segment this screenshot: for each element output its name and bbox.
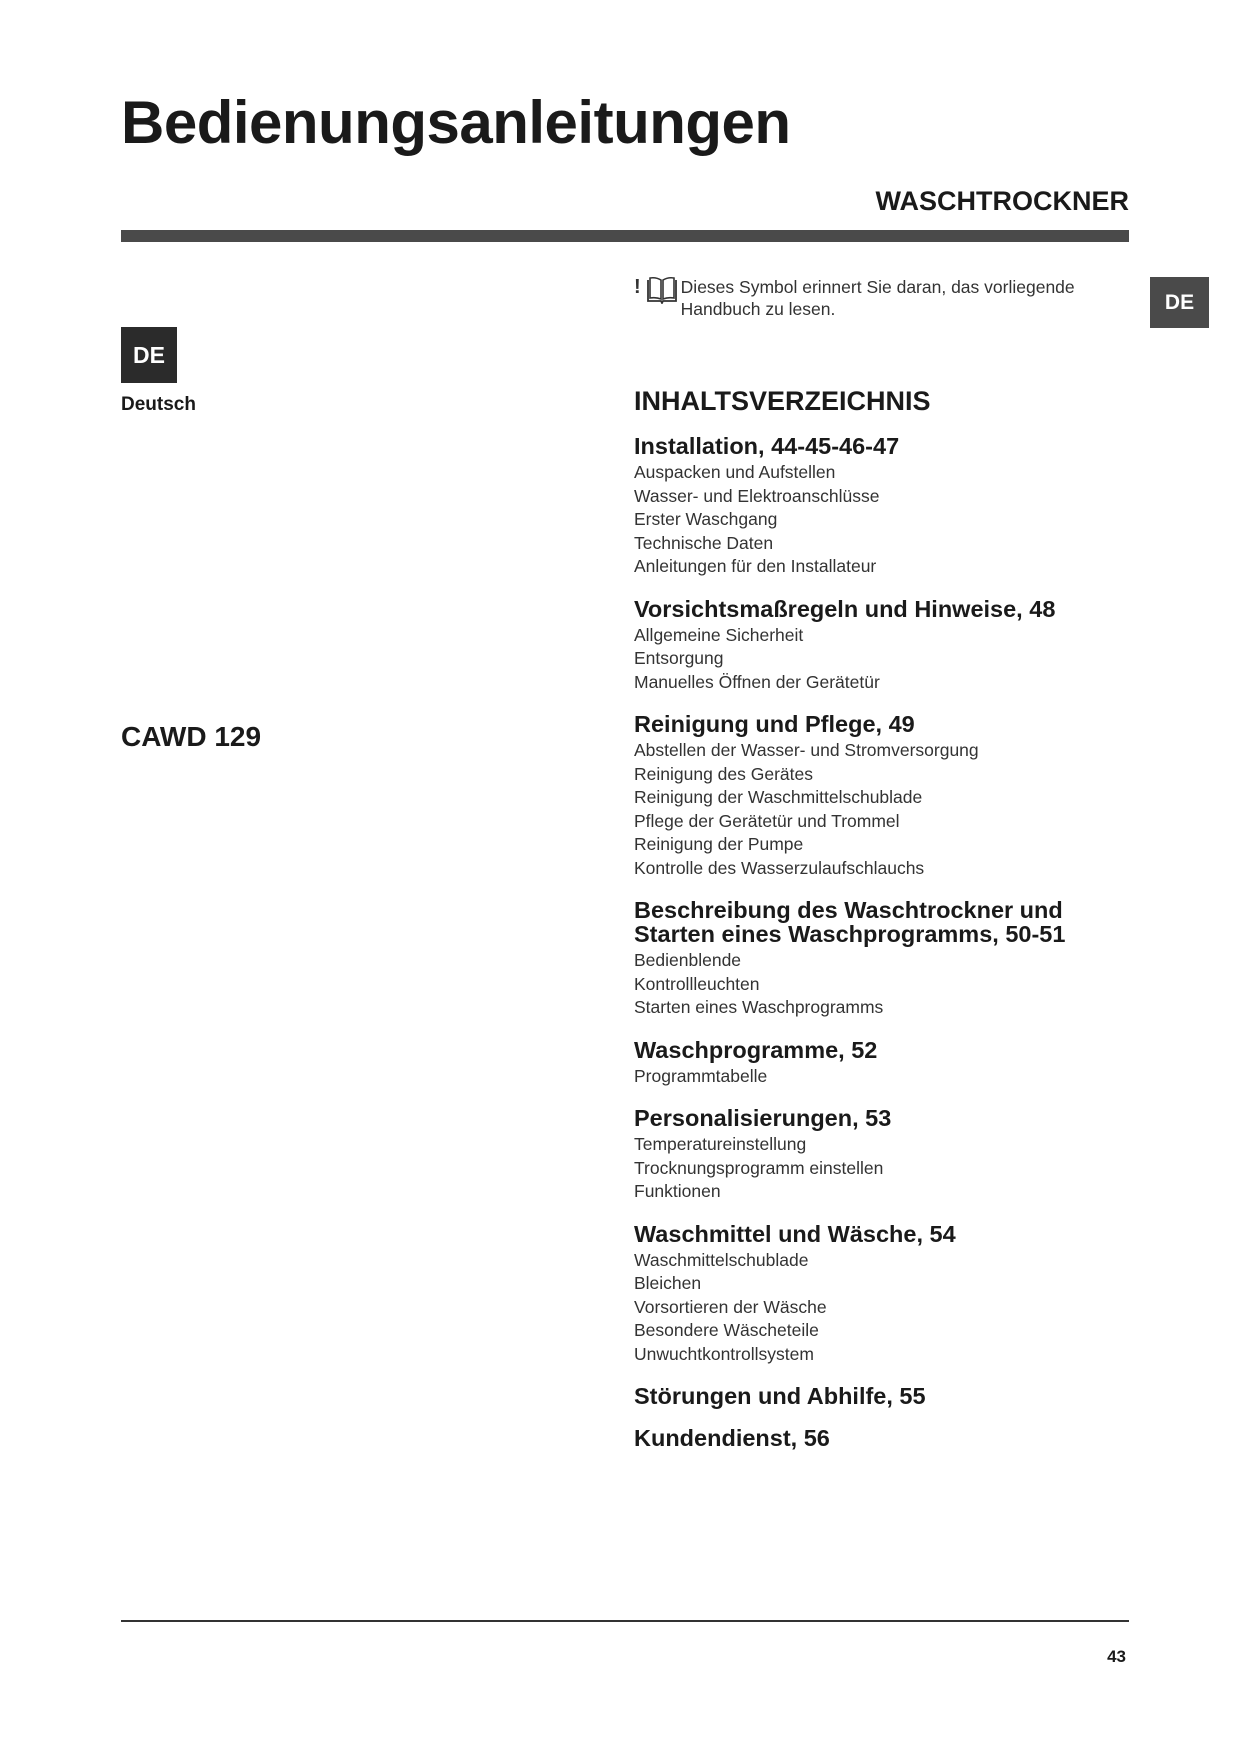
language-label: Deutsch	[121, 394, 196, 415]
toc-section	[634, 1384, 1134, 1408]
toc-subitems	[634, 1249, 1134, 1367]
toc-section-title: Waschmittel und Wäsche, 54	[634, 1220, 956, 1247]
toc-section	[634, 434, 1134, 579]
toc-subitem: Kontrolle des Wasserzulaufschlauchs	[634, 857, 925, 878]
toc-subitems	[634, 949, 1134, 1020]
toc-section-title: Beschreibung des Waschtrockner und Starten eines Waschprogramms, 50-51	[634, 897, 1066, 947]
toc-subitem: Reinigung der Waschmittelschublade	[634, 787, 923, 807]
toc-section	[634, 1038, 1134, 1089]
toc-subitem: Reinigung der Pumpe	[634, 834, 804, 854]
toc-subitem: Kontrollleuchten	[634, 973, 760, 994]
toc-subitem: Trocknungsprogramm einstellen	[634, 1157, 884, 1178]
header-rule	[121, 230, 1129, 242]
toc-subitem: Starten eines Waschprogramms	[634, 997, 884, 1017]
toc-subitem: Wasser- und Elektroanschlüsse	[634, 485, 880, 506]
toc-subitem: Auspacken und Aufstellen	[634, 462, 836, 482]
toc-section-title: Waschprogramme, 52	[634, 1036, 878, 1063]
toc-section	[634, 712, 1134, 880]
toc-subitem: Programmtabelle	[634, 1065, 768, 1086]
toc-section-title: Personalisierungen, 53	[634, 1105, 892, 1131]
toc-subitem: Besondere Wäscheteile	[634, 1320, 819, 1340]
toc-subitem: Abstellen der Wasser- und Stromversorgung	[634, 740, 979, 760]
exclamation-mark: !	[634, 276, 641, 298]
toc-section-title: Reinigung und Pflege, 49	[634, 711, 915, 737]
toc-subitem: Vorsortieren der Wäsche	[634, 1296, 827, 1317]
language-side-tab: DE	[1150, 277, 1209, 328]
toc-subitem: Pflege der Gerätetür und Trommel	[634, 810, 900, 831]
toc-subitems	[634, 739, 1134, 880]
toc-subitem: Waschmittelschublade	[634, 1249, 809, 1270]
toc-section	[634, 1106, 1134, 1204]
toc-subitems	[634, 461, 1134, 579]
toc-section	[634, 597, 1134, 695]
toc-heading: INHALTSVERZEICHNIS	[634, 386, 931, 416]
toc-subitem: Erster Waschgang	[634, 509, 778, 529]
footer-rule	[121, 1620, 1129, 1622]
toc-subitem: Reinigung des Gerätes	[634, 763, 813, 784]
toc-subitem: Funktionen	[634, 1181, 721, 1201]
book-icon	[646, 276, 678, 304]
language-badge: DE	[121, 327, 177, 383]
toc-subitems	[634, 1065, 1134, 1089]
toc-sections	[634, 434, 1134, 1450]
page-number: 43	[1107, 1647, 1126, 1666]
model-name: CAWD 129	[121, 721, 262, 752]
toc-subitem: Bedienblende	[634, 950, 742, 970]
table-of-contents	[634, 386, 1134, 1468]
page-title: Bedienungsanleitungen	[121, 89, 791, 156]
toc-subitem: Bleichen	[634, 1273, 702, 1293]
toc-section	[634, 1426, 1134, 1450]
toc-subitem: Entsorgung	[634, 648, 724, 668]
toc-subitems	[634, 1133, 1134, 1204]
read-manual-notice	[634, 276, 1094, 320]
toc-section-title: Kundendienst, 56	[634, 1425, 830, 1451]
toc-section-title: Installation, 44-45-46-47	[634, 433, 900, 459]
toc-subitem: Temperatureinstellung	[634, 1134, 807, 1154]
toc-section-title: Vorsichtsmaßregeln und Hinweise, 48	[634, 595, 1056, 622]
toc-section	[634, 898, 1134, 1020]
toc-subitem: Anleitungen für den Installateur	[634, 556, 877, 576]
page-subtitle: WASCHTROCKNER	[875, 186, 1129, 216]
toc-subitem: Technische Daten	[634, 532, 774, 553]
toc-subitems	[634, 624, 1134, 695]
toc-section	[634, 1222, 1134, 1367]
toc-section-title: Störungen und Abhilfe, 55	[634, 1383, 926, 1409]
notice-text: Dieses Symbol erinnert Sie daran, das vorliegende Handbuch zu lesen.	[680, 277, 1075, 319]
toc-subitem: Allgemeine Sicherheit	[634, 624, 804, 645]
toc-subitem: Manuelles Öffnen der Gerätetür	[634, 671, 880, 692]
toc-subitem: Unwuchtkontrollsystem	[634, 1343, 814, 1364]
